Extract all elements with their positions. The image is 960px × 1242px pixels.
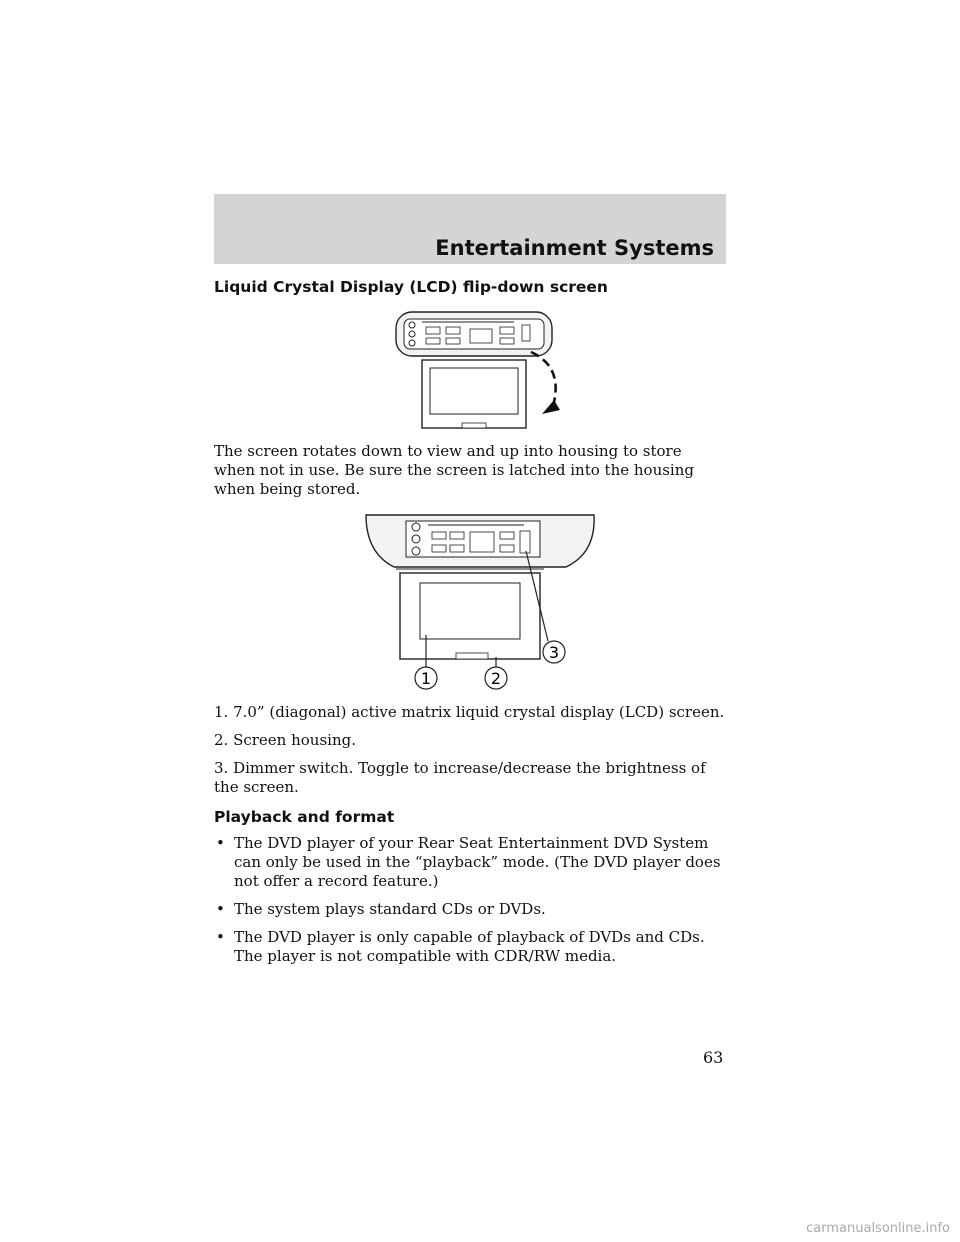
header-band [214, 194, 726, 264]
bullet-icon: • [216, 928, 225, 946]
lcd-description: The screen rotates down to view and up into housing to store when not in use. Be sure the screen is latched into the housing when being stored. [214, 442, 694, 498]
section-title: Entertainment Systems [435, 236, 714, 260]
lcd-item-1: 1. 7.0” (diagonal) active matrix liquid crystal display (LCD) screen. [214, 703, 725, 721]
playback-heading: Playback and format [214, 808, 395, 826]
lcd-item-2: 2. Screen housing. [214, 731, 356, 749]
lcd-components-diagram [364, 511, 604, 691]
bullet-icon: • [216, 834, 225, 852]
lcd-flip-down-illustration [394, 310, 574, 432]
bullet-item: • The DVD player is only capable of playback of DVDs and CDs. The player is not compatible with CDR/RW media. [216, 928, 705, 965]
bullet-icon: • [216, 900, 225, 918]
playback-bullet-list [214, 834, 726, 966]
lcd-item-3: 3. Dimmer switch. Toggle to increase/decrease the brightness of the screen. [214, 759, 706, 796]
watermark: carmanualsonline.info [806, 1221, 950, 1236]
page-number: 63 [703, 1048, 724, 1067]
page-content [214, 278, 726, 975]
callout-3: 3 [548, 643, 560, 662]
callout-2: 2 [490, 669, 502, 688]
bullet-item: • The DVD player of your Rear Seat Entertainment DVD System can only be used in the “playback” mode. (The DVD player does not offer a record feature.) [216, 834, 721, 890]
lcd-heading: Liquid Crystal Display (LCD) flip-down screen [214, 278, 608, 296]
callout-1: 1 [420, 669, 432, 688]
bullet-item: • The system plays standard CDs or DVDs. [216, 900, 546, 918]
